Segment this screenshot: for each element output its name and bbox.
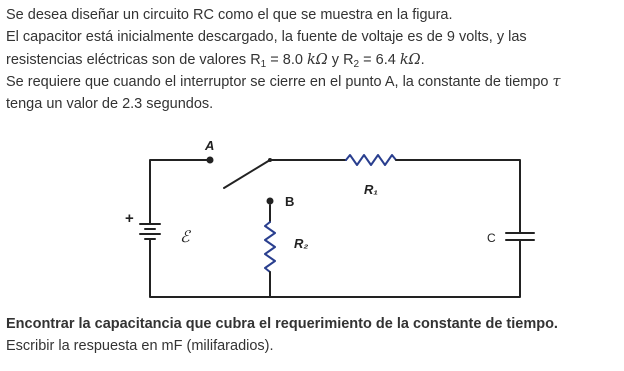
problem-line-2: El capacitor está inicialmente descargado, la fuente de voltaje es de 9 volts, y las <box>6 29 527 46</box>
wire-bottom <box>150 240 520 297</box>
problem-line-3: resistencias eléctricas son de valores $R_1 = 8.0$ kΩ y $R_2 = 6.4$ kΩ. <box>6 51 425 70</box>
unit-kohm: kΩ <box>399 51 421 68</box>
label-c: C <box>487 231 496 245</box>
problem-line-1: Se desea diseñar un circuito RC como el que se muestra en la figura. <box>6 7 453 23</box>
question-block <box>6 313 618 358</box>
question-instruction: Escribir la respuesta en mF (milifaradios). <box>6 338 274 355</box>
tau-symbol: τ <box>552 73 561 90</box>
label-plus: + <box>125 210 134 227</box>
problem-line-5: tenga un valor de 2.3 segundos. <box>6 96 214 113</box>
question-bold: Encontrar la capacitancia que cubra el requerimiento de la constante de tiempo. <box>6 316 558 332</box>
resistor-r1 <box>346 155 396 165</box>
switch-blade <box>224 160 270 188</box>
label-r1: R₁ <box>364 182 378 197</box>
unit-kohm: kΩ <box>306 51 328 68</box>
resistor-r2 <box>265 222 275 272</box>
terminal-a <box>207 157 214 164</box>
label-r2: R₂ <box>294 236 309 251</box>
problem-line-4: Se requiere que cuando el interruptor se cierre en el punto A, la constante de tiempo τ <box>6 73 561 90</box>
label-a: A <box>205 138 215 153</box>
terminal-b <box>267 198 274 205</box>
wire-left-top <box>150 160 210 224</box>
label-emf: ℰ <box>180 227 190 246</box>
label-b: B <box>285 194 295 209</box>
wire-top-right <box>396 160 520 233</box>
